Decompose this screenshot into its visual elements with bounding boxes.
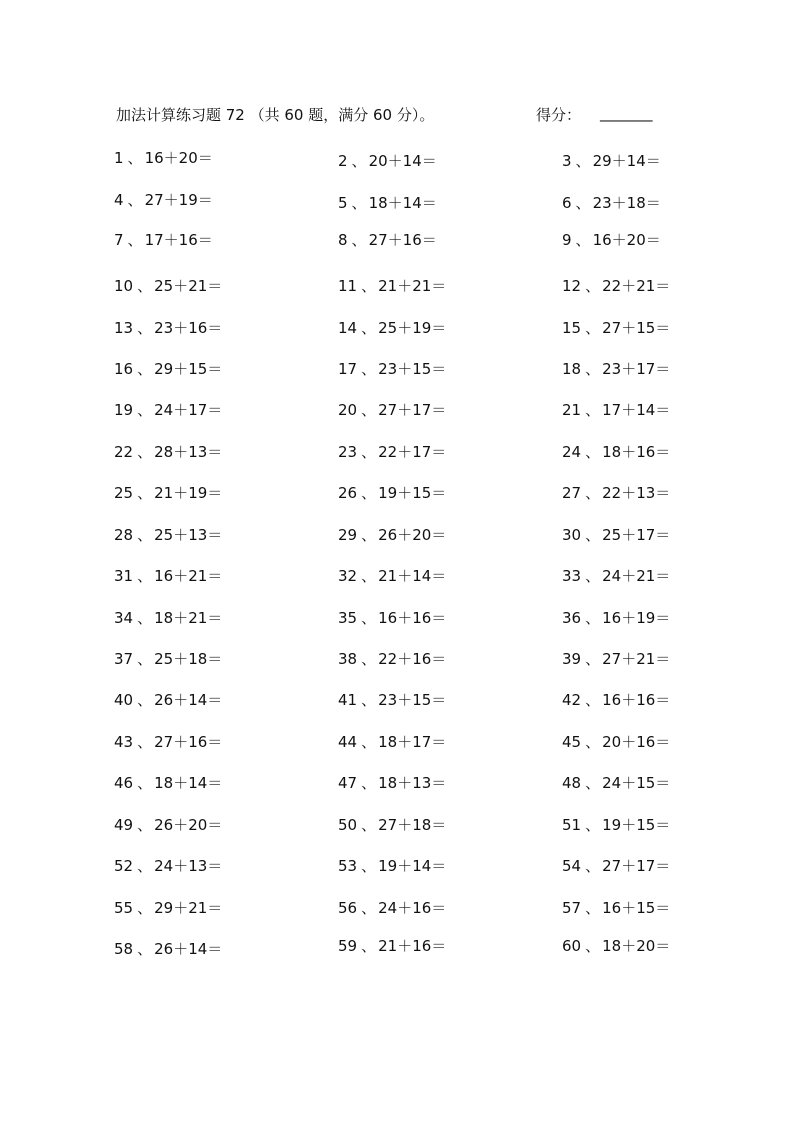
problem-separator: 、 — [137, 319, 153, 337]
problem-separator: 、 — [137, 443, 153, 461]
problem-number: 41 — [338, 691, 358, 709]
problem-separator: 、 — [137, 899, 153, 917]
problem-item — [338, 936, 446, 956]
problem-number: 22 — [114, 443, 134, 461]
problem-number: 47 — [338, 774, 358, 792]
problem-number: 17 — [338, 360, 358, 378]
problem-number: 44 — [338, 733, 358, 751]
problem-expression: 21＋21＝ — [378, 277, 447, 295]
problem-number: 51 — [562, 816, 582, 834]
problem-separator: 、 — [585, 899, 601, 917]
problem-separator: 、 — [585, 401, 601, 419]
problem-item — [338, 815, 446, 835]
problem-separator: 、 — [361, 609, 377, 627]
problem-number: 26 — [338, 484, 358, 502]
problem-expression: 25＋19＝ — [378, 319, 447, 337]
problem-separator: 、 — [585, 691, 601, 709]
problem-item — [338, 773, 446, 793]
problem-number: 45 — [562, 733, 582, 751]
problem-separator: 、 — [361, 443, 377, 461]
problem-expression: 18＋16＝ — [602, 443, 671, 461]
problem-item — [562, 359, 670, 379]
problem-separator: 、 — [575, 152, 591, 170]
problem-number: 31 — [114, 567, 134, 585]
problem-item — [338, 151, 437, 171]
problem-number: 30 — [562, 526, 582, 544]
problem-separator: 、 — [585, 816, 601, 834]
problem-expression: 21＋19＝ — [154, 484, 223, 502]
problem-number: 50 — [338, 816, 358, 834]
problem-item — [338, 649, 446, 669]
problem-separator: 、 — [127, 149, 143, 167]
problem-separator: 、 — [361, 733, 377, 751]
problem-number: 52 — [114, 857, 134, 875]
problem-item — [338, 732, 446, 752]
problem-expression: 18＋17＝ — [378, 733, 447, 751]
problem-separator: 、 — [137, 857, 153, 875]
problem-separator: 、 — [127, 191, 143, 209]
problem-item — [562, 525, 670, 545]
problem-expression: 16＋20＝ — [144, 149, 213, 167]
problem-separator: 、 — [585, 484, 601, 502]
problem-number: 25 — [114, 484, 134, 502]
problem-number: 35 — [338, 609, 358, 627]
problem-number: 48 — [562, 774, 582, 792]
problem-separator: 、 — [585, 443, 601, 461]
problem-expression: 17＋14＝ — [602, 401, 671, 419]
problem-number: 56 — [338, 899, 358, 917]
problem-separator: 、 — [575, 194, 591, 212]
problem-item — [562, 400, 670, 420]
problem-expression: 23＋18＝ — [592, 194, 661, 212]
problem-item — [114, 566, 222, 586]
problem-separator: 、 — [361, 937, 377, 955]
problem-expression: 16＋16＝ — [602, 691, 671, 709]
problem-separator: 、 — [585, 937, 601, 955]
problem-expression: 23＋16＝ — [154, 319, 223, 337]
problem-number: 23 — [338, 443, 358, 461]
problem-separator: 、 — [137, 360, 153, 378]
score-label: 得分： — [536, 106, 582, 124]
worksheet-title: 加法计算练习题 72 （共 60 题，满分 60 分）。 — [116, 106, 435, 124]
problem-number: 55 — [114, 899, 134, 917]
problem-number: 20 — [338, 401, 358, 419]
problem-item — [114, 359, 222, 379]
problem-item — [338, 318, 446, 338]
problem-item — [114, 276, 222, 296]
problem-separator: 、 — [137, 277, 153, 295]
problem-expression: 22＋16＝ — [378, 650, 447, 668]
problem-separator: 、 — [361, 401, 377, 419]
problem-expression: 27＋17＝ — [602, 857, 671, 875]
problem-item — [114, 608, 222, 628]
problem-expression: 16＋21＝ — [154, 567, 223, 585]
problem-separator: 、 — [361, 650, 377, 668]
problem-item — [114, 400, 222, 420]
problem-expression: 16＋15＝ — [602, 899, 671, 917]
problem-item — [338, 608, 446, 628]
problem-item — [338, 525, 446, 545]
problem-separator: 、 — [575, 231, 591, 249]
problem-expression: 27＋16＝ — [368, 231, 437, 249]
problem-number: 39 — [562, 650, 582, 668]
problem-number: 37 — [114, 650, 134, 668]
problem-item — [114, 525, 222, 545]
problem-item — [562, 773, 670, 793]
problem-expression: 24＋17＝ — [154, 401, 223, 419]
problem-number: 57 — [562, 899, 582, 917]
problem-separator: 、 — [137, 816, 153, 834]
problem-expression: 21＋16＝ — [378, 937, 447, 955]
problem-expression: 24＋13＝ — [154, 857, 223, 875]
problem-expression: 16＋19＝ — [602, 609, 671, 627]
problem-number: 13 — [114, 319, 134, 337]
problem-expression: 29＋21＝ — [154, 899, 223, 917]
problem-separator: 、 — [585, 650, 601, 668]
problem-expression: 19＋14＝ — [378, 857, 447, 875]
problem-expression: 26＋20＝ — [154, 816, 223, 834]
problem-expression: 25＋13＝ — [154, 526, 223, 544]
problem-expression: 19＋15＝ — [602, 816, 671, 834]
problem-expression: 28＋13＝ — [154, 443, 223, 461]
problem-item — [114, 230, 213, 250]
problem-separator: 、 — [585, 567, 601, 585]
problem-number: 5 — [338, 194, 348, 212]
problem-number: 53 — [338, 857, 358, 875]
problem-separator: 、 — [137, 650, 153, 668]
problem-separator: 、 — [137, 526, 153, 544]
problem-item — [114, 939, 222, 959]
problem-separator: 、 — [351, 152, 367, 170]
problem-expression: 21＋14＝ — [378, 567, 447, 585]
problem-separator: 、 — [585, 319, 601, 337]
problem-separator: 、 — [361, 484, 377, 502]
problem-number: 36 — [562, 609, 582, 627]
problem-number: 1 — [114, 149, 124, 167]
problem-separator: 、 — [137, 774, 153, 792]
problem-expression: 29＋15＝ — [154, 360, 223, 378]
problem-expression: 25＋18＝ — [154, 650, 223, 668]
problem-item — [562, 608, 670, 628]
problem-separator: 、 — [585, 526, 601, 544]
problem-expression: 27＋15＝ — [602, 319, 671, 337]
problem-separator: 、 — [361, 567, 377, 585]
problem-separator: 、 — [585, 360, 601, 378]
problem-separator: 、 — [351, 194, 367, 212]
problem-separator: 、 — [351, 231, 367, 249]
problem-separator: 、 — [137, 940, 153, 958]
problem-item — [114, 815, 222, 835]
problem-expression: 29＋14＝ — [592, 152, 661, 170]
problem-expression: 22＋13＝ — [602, 484, 671, 502]
problem-number: 34 — [114, 609, 134, 627]
problem-item — [562, 732, 670, 752]
problem-item — [562, 318, 670, 338]
problem-number: 58 — [114, 940, 134, 958]
problem-expression: 25＋21＝ — [154, 277, 223, 295]
problem-number: 11 — [338, 277, 358, 295]
problem-item — [562, 898, 670, 918]
problem-number: 29 — [338, 526, 358, 544]
problem-number: 14 — [338, 319, 358, 337]
problem-item — [562, 566, 670, 586]
problem-item — [338, 898, 446, 918]
problem-expression: 18＋20＝ — [602, 937, 671, 955]
problem-separator: 、 — [137, 609, 153, 627]
problem-number: 16 — [114, 360, 134, 378]
problem-item — [114, 190, 213, 210]
problem-separator: 、 — [585, 609, 601, 627]
problem-expression: 17＋16＝ — [144, 231, 213, 249]
problem-separator: 、 — [361, 899, 377, 917]
problem-number: 21 — [562, 401, 582, 419]
problem-expression: 26＋14＝ — [154, 691, 223, 709]
problem-item — [114, 898, 222, 918]
problem-number: 49 — [114, 816, 134, 834]
problem-expression: 23＋15＝ — [378, 360, 447, 378]
problem-number: 54 — [562, 857, 582, 875]
problem-expression: 18＋21＝ — [154, 609, 223, 627]
problem-item — [114, 483, 222, 503]
problem-number: 27 — [562, 484, 582, 502]
problem-separator: 、 — [137, 484, 153, 502]
problem-item — [562, 483, 670, 503]
problem-item — [338, 359, 446, 379]
problem-item — [114, 442, 222, 462]
problem-expression: 24＋21＝ — [602, 567, 671, 585]
problem-expression: 27＋18＝ — [378, 816, 447, 834]
problem-number: 33 — [562, 567, 582, 585]
problem-item — [114, 690, 222, 710]
problem-item — [562, 936, 670, 956]
problem-number: 42 — [562, 691, 582, 709]
problem-number: 8 — [338, 231, 348, 249]
problem-separator: 、 — [585, 857, 601, 875]
problem-expression: 20＋16＝ — [602, 733, 671, 751]
problem-expression: 27＋17＝ — [378, 401, 447, 419]
problem-item — [338, 856, 446, 876]
problem-expression: 23＋15＝ — [378, 691, 447, 709]
problem-separator: 、 — [137, 401, 153, 419]
problem-separator: 、 — [585, 774, 601, 792]
problem-item — [562, 649, 670, 669]
problem-expression: 27＋21＝ — [602, 650, 671, 668]
problem-expression: 19＋15＝ — [378, 484, 447, 502]
problem-number: 43 — [114, 733, 134, 751]
problem-separator: 、 — [585, 277, 601, 295]
problem-expression: 23＋17＝ — [602, 360, 671, 378]
problem-number: 2 — [338, 152, 348, 170]
problem-number: 12 — [562, 277, 582, 295]
problem-separator: 、 — [361, 774, 377, 792]
problem-expression: 22＋21＝ — [602, 277, 671, 295]
problem-item — [114, 649, 222, 669]
problem-separator: 、 — [361, 816, 377, 834]
problem-item — [338, 230, 437, 250]
problem-number: 32 — [338, 567, 358, 585]
problem-separator: 、 — [137, 567, 153, 585]
problem-separator: 、 — [127, 231, 143, 249]
problem-item — [338, 193, 437, 213]
problem-number: 59 — [338, 937, 358, 955]
problem-expression: 18＋13＝ — [378, 774, 447, 792]
problem-item — [114, 773, 222, 793]
problem-item — [114, 148, 213, 168]
problem-number: 6 — [562, 194, 572, 212]
problem-number: 15 — [562, 319, 582, 337]
problem-expression: 22＋17＝ — [378, 443, 447, 461]
problem-expression: 27＋19＝ — [144, 191, 213, 209]
problem-separator: 、 — [137, 691, 153, 709]
problem-separator: 、 — [361, 857, 377, 875]
problem-item — [338, 442, 446, 462]
problem-item — [338, 276, 446, 296]
problem-separator: 、 — [361, 526, 377, 544]
problem-expression: 18＋14＝ — [154, 774, 223, 792]
problem-number: 4 — [114, 191, 124, 209]
problem-number: 19 — [114, 401, 134, 419]
problem-item — [338, 566, 446, 586]
problem-item — [562, 230, 661, 250]
problem-item — [114, 856, 222, 876]
problem-item — [338, 483, 446, 503]
problem-separator: 、 — [361, 691, 377, 709]
problem-number: 60 — [562, 937, 582, 955]
problem-number: 7 — [114, 231, 124, 249]
problem-number: 40 — [114, 691, 134, 709]
problem-number: 9 — [562, 231, 572, 249]
problem-expression: 24＋16＝ — [378, 899, 447, 917]
problem-number: 28 — [114, 526, 134, 544]
problem-expression: 16＋16＝ — [378, 609, 447, 627]
problem-number: 46 — [114, 774, 134, 792]
problem-separator: 、 — [585, 733, 601, 751]
problem-number: 24 — [562, 443, 582, 461]
problem-item — [562, 815, 670, 835]
problem-expression: 25＋17＝ — [602, 526, 671, 544]
problem-item — [114, 318, 222, 338]
problem-item — [562, 276, 670, 296]
problem-item — [562, 442, 670, 462]
problem-expression: 27＋16＝ — [154, 733, 223, 751]
problem-item — [562, 690, 670, 710]
problem-item — [338, 690, 446, 710]
problem-separator: 、 — [361, 319, 377, 337]
problem-expression: 26＋14＝ — [154, 940, 223, 958]
problem-separator: 、 — [361, 277, 377, 295]
problem-number: 10 — [114, 277, 134, 295]
problem-item — [562, 151, 661, 171]
problem-item — [562, 856, 670, 876]
problem-number: 18 — [562, 360, 582, 378]
problem-expression: 24＋15＝ — [602, 774, 671, 792]
problem-expression: 16＋20＝ — [592, 231, 661, 249]
problem-expression: 18＋14＝ — [368, 194, 437, 212]
problem-item — [338, 400, 446, 420]
problem-item — [114, 732, 222, 752]
problem-expression: 20＋14＝ — [368, 152, 437, 170]
problem-separator: 、 — [137, 733, 153, 751]
score-blank: _______ — [600, 104, 653, 122]
problem-separator: 、 — [361, 360, 377, 378]
problem-number: 3 — [562, 152, 572, 170]
problem-expression: 26＋20＝ — [378, 526, 447, 544]
problem-number: 38 — [338, 650, 358, 668]
problem-item — [562, 193, 661, 213]
